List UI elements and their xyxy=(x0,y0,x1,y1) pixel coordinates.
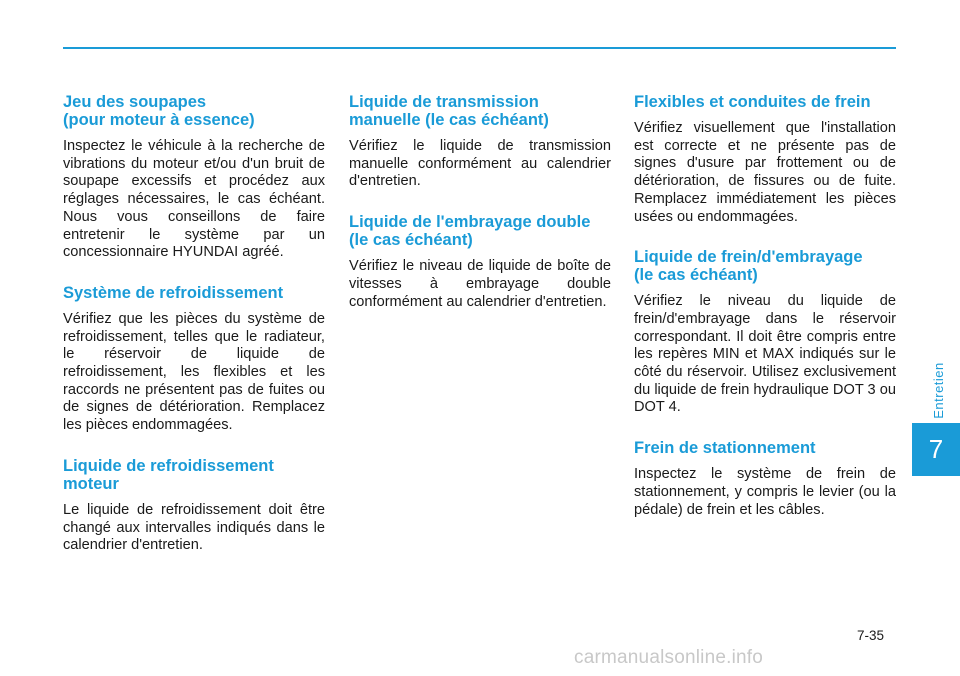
column-left xyxy=(63,93,325,577)
section-brake-hoses xyxy=(634,93,896,226)
chapter-side-label xyxy=(916,360,960,420)
section-valve-clearance xyxy=(63,93,325,262)
header-rule xyxy=(63,47,896,49)
section-body: Vérifiez le niveau du liquide de frein/d'embrayage dans le réservoir correspondant. Il doit être compris entre les repères MIN et MAX indiqués sur le côté du réservoir. Utilisez exclusivement du liquide de frein hydraulique DOT 3 ou DOT 4. xyxy=(634,293,896,416)
section-dual-clutch-fluid xyxy=(349,213,611,311)
section-heading: Jeu des soupapes (pour moteur à essence) xyxy=(63,93,255,129)
chapter-title: Entretien xyxy=(930,361,946,419)
section-heading: Liquide de frein/d'embrayage (le cas échéant) xyxy=(634,248,863,285)
section-body: Le liquide de refroidissement doit être changé aux intervalles indiqués dans le calendrier d'entretien. xyxy=(63,501,325,554)
section-heading: Flexibles et conduites de frein xyxy=(634,93,871,111)
section-body: Inspectez le système de frein de stationnement, y compris le levier (ou la pédale) de frein et les câbles. xyxy=(634,466,896,518)
section-heading: Frein de stationnement xyxy=(634,439,816,458)
column-right xyxy=(634,93,896,541)
section-body: Inspectez le véhicule à la recherche de vibrations du moteur et/ou d'un bruit de soupape excessifs et procédez aux réglages nécessaires, le cas échéant. Nous vous conseillons de faire entretenir le système par un concessionnaire HYUNDAI agréé. xyxy=(63,138,325,261)
section-body: Vérifiez le liquide de transmission manuelle conformément au calendrier d'entretien. xyxy=(349,138,611,190)
section-parking-brake xyxy=(634,439,896,519)
chapter-tab xyxy=(912,423,960,476)
column-middle xyxy=(349,93,611,333)
section-cooling-system xyxy=(63,284,325,435)
watermark: carmanualsonline.info xyxy=(574,647,764,668)
section-body: Vérifiez le niveau de liquide de boîte de vitesses à embrayage double conformément au calendrier d'entretien. xyxy=(349,258,611,310)
section-brake-clutch-fluid xyxy=(634,248,896,417)
section-body: Vérifiez visuellement que l'installation est correcte et ne présente pas de signes d'usure par frottement ou de détérioration, de fissures ou de fuite. Remplacez immédiatement les pièces usées ou endommagées. xyxy=(634,120,896,225)
section-heading: Liquide de refroidissement moteur xyxy=(63,456,274,493)
section-heading: Système de refroidissement xyxy=(63,283,284,302)
section-manual-transmission-fluid xyxy=(349,93,611,191)
section-heading: Liquide de transmission manuelle (le cas échéant) xyxy=(349,93,549,129)
section-body: Vérifiez que les pièces du système de refroidissement, telles que le radiateur, le réservoir de liquide de refroidissement, les flexibles et les raccords ne présentent pas de fuites ou de signes de détérioration. Remplacez les pièces endommagées. xyxy=(63,310,325,434)
chapter-number: 7 xyxy=(928,434,944,464)
section-heading: Liquide de l'embrayage double (le cas échéant) xyxy=(349,213,591,250)
section-engine-coolant xyxy=(63,457,325,555)
page-number: 7-35 xyxy=(857,628,885,643)
